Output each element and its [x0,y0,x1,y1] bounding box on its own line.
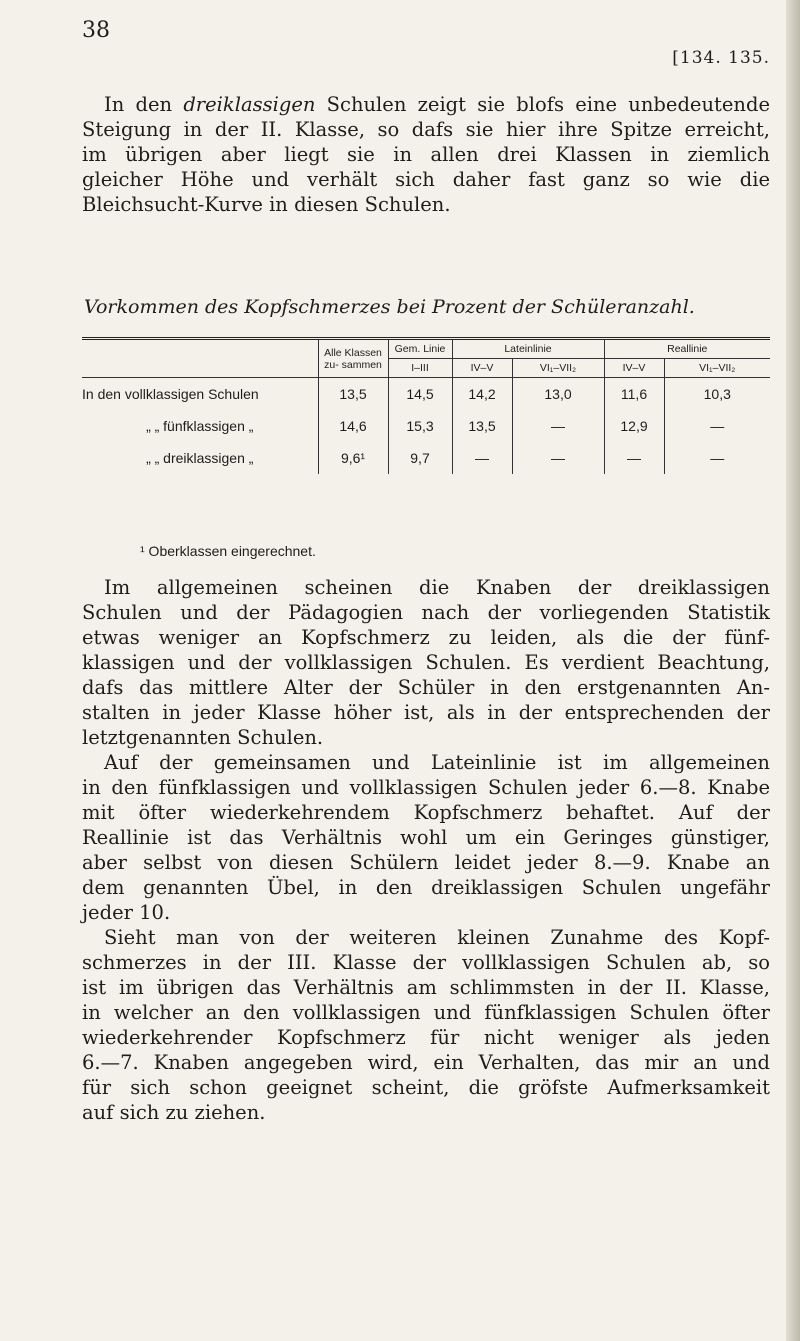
table-cell: 9,6¹ [318,442,388,474]
table-caption: Vorkommen des Kopfschmerzes bei Prozent der Schüleranzahl. [84,296,695,318]
table-cell: 13,5 [452,410,512,442]
text-line: mit öfter wiederkehrendem Kopfschmerz behaftet. Auf der [82,801,770,824]
table-footnote: ¹ Oberklassen eingerechnet. [140,543,316,559]
table-row [82,410,770,442]
page-header [82,18,770,68]
body-paragraph-1 [82,575,770,750]
text-line: Schulen und der Pädagogien nach der vorliegenden Statistik [82,601,770,624]
text-line: auf sich zu ziehen. [82,1101,266,1124]
row-label: In den vollklassigen Schulen [82,386,259,402]
table-cell: 14,6 [318,410,388,442]
text-line: letztgenannten Schulen. [82,726,324,749]
emphasis-dreiklassigen: dreiklassigen [183,93,316,116]
text-line: ist im übrigen das Verhältnis am schlimmsten in der II. Klasse, [82,976,770,999]
text-line: stalten in jeder Klasse höher ist, als in der entsprechenden der [82,701,770,724]
statistics-table [82,337,770,474]
text-line: aber selbst von diesen Schülern leidet jeder 8.—9. Knabe an [82,851,770,874]
row-label: „ „ fünfklassigen „ [146,418,254,434]
text-line: Reallinie ist das Verhältnis wohl um ein Geringes günstiger, [82,826,770,849]
table-cell: 14,2 [452,378,512,411]
table-cell: — [512,442,604,474]
text-line: gleicher Höhe und verhält sich daher fast ganz so wie die [82,168,770,191]
table-cell: 11,6 [604,378,664,411]
text-line: im übrigen aber liegt sie in allen drei Klassen in ziemlich [82,143,770,166]
sub-header-real-vi-vii: VI₁–VII₂ [664,359,770,378]
table-cell: 15,3 [388,410,452,442]
text-line: Steigung in der II. Klasse, so dafs sie hier ihre Spitze erreicht, [82,118,770,141]
text-line: In den dreiklassigen Schulen zeigt sie blofs eine unbedeutende [104,93,770,116]
text-line: Bleichsucht-Kurve in diesen Schulen. [82,193,451,216]
table-cell: 12,9 [604,410,664,442]
table-cell: — [512,410,604,442]
col-header-gem-linie: Gem. Linie [388,339,452,359]
body-paragraph-2 [82,750,770,925]
text-line: für sich schon geeignet scheint, die gröfste Aufmerksamkeit [82,1076,770,1099]
text-line: dem genannten Übel, in den dreiklassigen Schulen ungefähr [82,876,770,899]
text-line: Im allgemeinen scheinen die Knaben der dreiklassigen [104,576,770,599]
text-line: Auf der gemeinsamen und Lateinlinie ist im allgemeinen [104,751,770,774]
col-header-lateinlinie: Lateinlinie [452,339,604,359]
table-cell: 13,5 [318,378,388,411]
row-label: „ „ dreiklassigen „ [146,450,254,466]
sub-header-real-iv-v: IV–V [604,359,664,378]
table-cell: 10,3 [664,378,770,411]
table-row [82,378,770,411]
text-line: Sieht man von der weiteren kleinen Zunahme des Kopf- [104,926,770,949]
sub-header-gem-i-iii: I–III [388,359,452,378]
text-line: wiederkehrender Kopfschmerz für nicht weniger als jeden [82,1026,770,1049]
text-line: in den fünfklassigen und vollklassigen Schulen jeder 6.—8. Knabe [82,776,770,799]
text-line: jeder 10. [82,901,171,924]
sub-header-latein-iv-v: IV–V [452,359,512,378]
table-cell: — [664,410,770,442]
sub-header-latein-vi-vii: VI₁–VII₂ [512,359,604,378]
text-line: klassigen und der vollklassigen Schulen. Es verdient Beachtung, [82,651,770,674]
page-edge-shadow [786,0,800,1341]
table-corner-cell [82,339,318,378]
text-line: schmerzes in der III. Klasse der vollklassigen Schulen ab, so [82,951,770,974]
table-cell: — [452,442,512,474]
text-line: dafs das mittlere Alter der Schüler in den erstgenannten An- [82,676,770,699]
table-cell: — [604,442,664,474]
text-line: 6.—7. Knaben angegeben wird, ein Verhalten, das mir an und [82,1051,770,1074]
col-header-reallinie: Reallinie [604,339,770,359]
body-paragraph-3 [82,925,770,1125]
table-cell: 9,7 [388,442,452,474]
table-cell: — [664,442,770,474]
page-number: 38 [82,18,110,43]
text-line: in welcher an den vollklassigen und fünfklassigen Schulen öfter [82,1001,770,1024]
col-header-alle-klassen: Alle Klassen zu- sammen [318,339,388,378]
table-row [82,442,770,474]
section-reference: [134. 135. [672,48,770,68]
table-cell: 14,5 [388,378,452,411]
intro-paragraph [82,92,770,217]
table-cell: 13,0 [512,378,604,411]
text-line: etwas weniger an Kopfschmerz zu leiden, als die der fünf- [82,626,770,649]
